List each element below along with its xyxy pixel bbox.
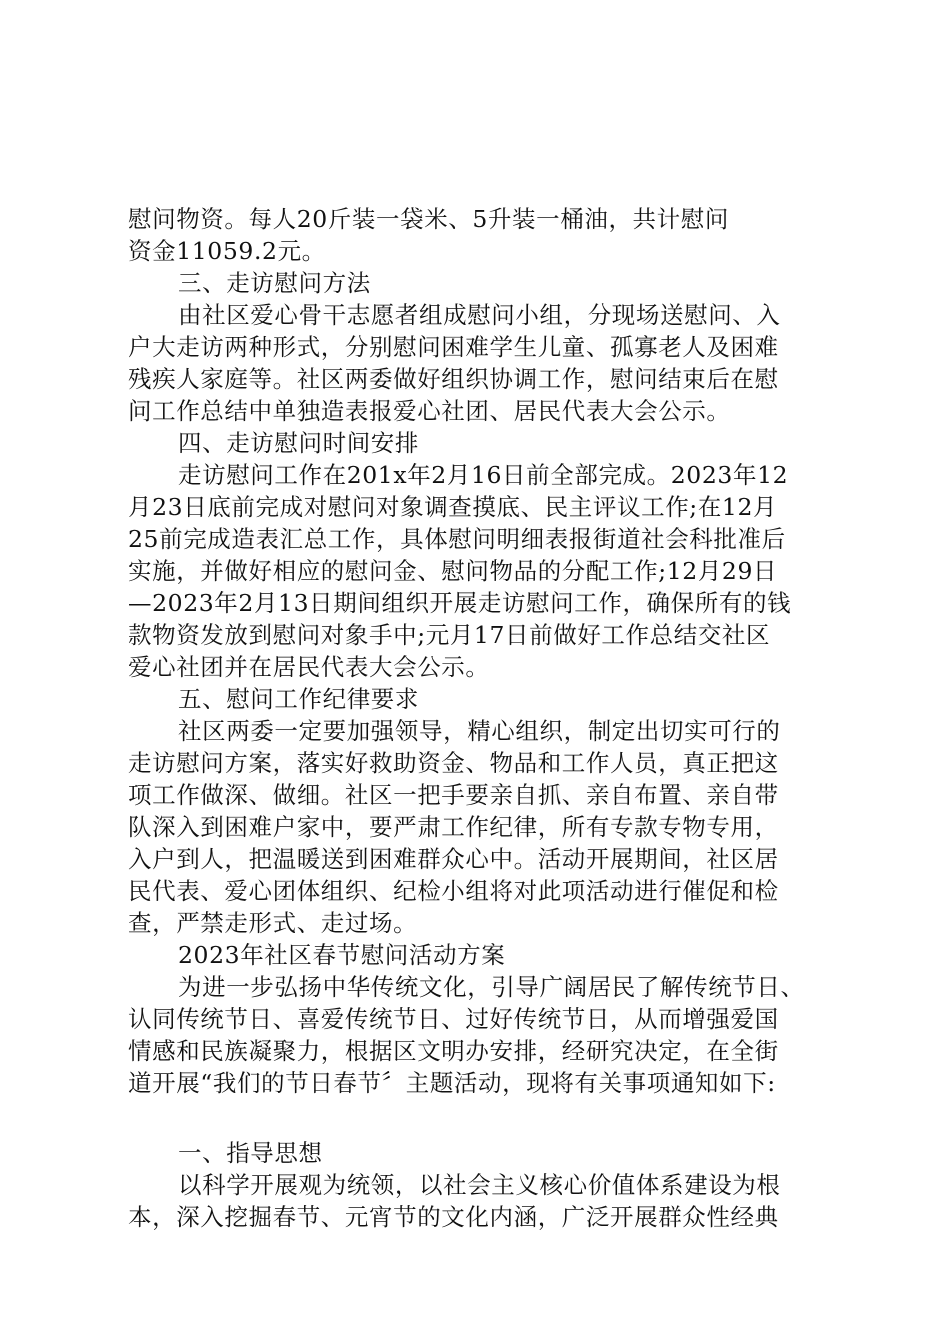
text-line: 以科学开展观为统领，以社会主义核心价值体系建设为根: [178, 1171, 781, 1199]
section-heading: 三、走访慰问方法: [178, 269, 371, 297]
text-line: 认同传统节日、喜爱传统节日、过好传统节日，从而增强爱国: [128, 1005, 779, 1033]
text-line: 实施，并做好相应的慰问金、慰问物品的分配工作;12月29日: [128, 557, 778, 585]
text-line: 资金11059.2元。: [128, 237, 326, 265]
text-line: 走访慰问工作在201x年2月16日前全部完成。2023年12: [178, 461, 789, 489]
text-line: 户大走访两种形式，分别慰问困难学生儿童、孤寡老人及困难: [128, 333, 779, 361]
text-line: 民代表、爱心团体组织、纪检小组将对此项活动进行催促和检: [128, 877, 779, 905]
text-line: 问工作总结中单独造表报爱心社团、居民代表大会公示。: [128, 397, 731, 425]
text-line: 慰问物资。每人20斤装一袋米、5升装一桶油，共计慰问: [128, 205, 729, 233]
text-line: 本，深入挖掘春节、元宵节的文化内涵，广泛开展群众性经典: [128, 1203, 779, 1231]
section-heading: 四、走访慰问时间安排: [178, 429, 419, 457]
text-line: 入户到人，把温暖送到困难群众心中。活动开展期间，社区居: [128, 845, 779, 873]
section-heading: 一、指导思想: [178, 1139, 323, 1167]
text-line: 由社区爱心骨干志愿者组成慰问小组，分现场送慰问、入: [178, 301, 781, 329]
document-body: [128, 203, 823, 1233]
text-line: —2023年2月13日期间组织开展走访慰问工作，确保所有的钱: [128, 589, 792, 617]
document-title: 2023年社区春节慰问活动方案: [178, 941, 506, 969]
text-line: 25前完成造表汇总工作，具体慰问明细表报街道社会科批准后: [128, 525, 786, 553]
text-line: 为进一步弘扬中华传统文化，引导广阔居民了解传统节日、: [178, 973, 805, 1001]
section-heading: 五、慰问工作纪律要求: [178, 685, 419, 713]
text-line: 走访慰问方案，落实好救助资金、物品和工作人员，真正把这: [128, 749, 779, 777]
text-line: 爱心社团并在居民代表大会公示。: [128, 653, 490, 681]
paragraph-gap: [128, 1099, 823, 1137]
text-line: 道开展“我们的节日春节〞主题活动，现将有关事项通知如下:: [128, 1069, 776, 1097]
text-line: 月23日底前完成对慰问对象调查摸底、民主评议工作;在12月: [128, 493, 778, 521]
text-line: 社区两委一定要加强领导，精心组织，制定出切实可行的: [178, 717, 781, 745]
text-line: 残疾人家庭等。社区两委做好组织协调工作，慰问结束后在慰: [128, 365, 779, 393]
text-line: 款物资发放到慰问对象手中;元月17日前做好工作总结交社区: [128, 621, 771, 649]
text-line: 项工作做深、做细。社区一把手要亲自抓、亲自布置、亲自带: [128, 781, 779, 809]
text-line: 查，严禁走形式、走过场。: [128, 909, 418, 937]
text-line: 情感和民族凝聚力，根据区文明办安排，经研究决定，在全街: [128, 1037, 779, 1065]
text-line: 队深入到困难户家中，要严肃工作纪律，所有专款专物专用，: [128, 813, 779, 841]
